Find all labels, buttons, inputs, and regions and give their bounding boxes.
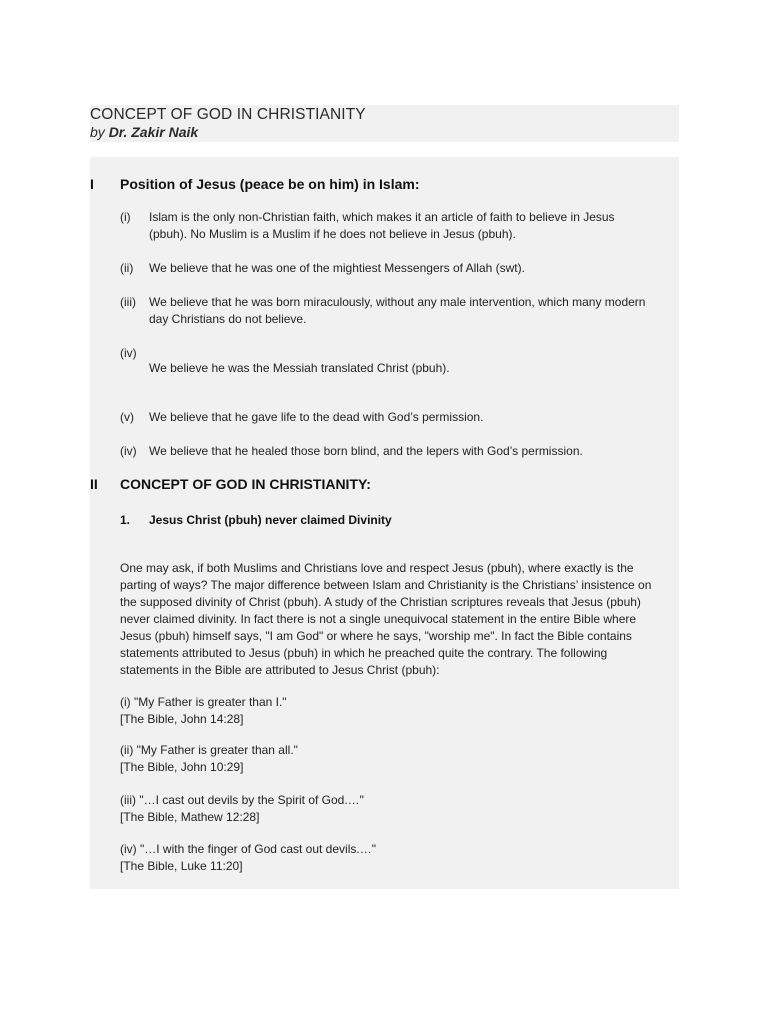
list-item-line: We believe that he was born miraculously, without any male intervention, which many modern: [149, 295, 646, 309]
section-2-title: CONCEPT OF GOD IN CHRISTIANITY:: [120, 476, 371, 492]
list-item-text: [149, 360, 450, 377]
quote-text: (i) "My Father is greater than I.": [120, 695, 287, 709]
paragraph-line: parting of ways? The major difference between Islam and Christianity is the Christians’ insistence on: [120, 578, 652, 592]
body-paragraph: [120, 560, 680, 679]
list-item-text: [149, 260, 525, 277]
title-block: [90, 105, 679, 142]
paragraph-line: never claimed divinity. In fact there is not a single unequivocal statement in the entire Bible where: [120, 612, 637, 626]
list-item-text: [149, 209, 615, 243]
quote-text: (iv) "…I with the finger of God cast out devils.…": [120, 842, 376, 856]
quote-reference: [The Bible, John 14:28]: [120, 712, 244, 726]
list-item-text: [149, 443, 583, 460]
section-1-title: Position of Jesus (peace be on him) in Islam:: [120, 176, 420, 192]
quote-reference: [The Bible, John 10:29]: [120, 760, 244, 774]
list-item-number: (ii): [120, 261, 134, 275]
list-item-line: day Christians do not believe.: [149, 312, 307, 326]
list-item-text: [149, 409, 483, 426]
document-title: CONCEPT OF GOD IN CHRISTIANITY: [90, 106, 366, 123]
section-1-number: I: [90, 176, 94, 192]
list-item-number: (iii): [120, 295, 136, 309]
paragraph-line: Jesus (pbuh) himself says, "I am God" or where he says, "worship me". In fact the Bible contains: [120, 629, 632, 643]
list-item-line: We believe that he gave life to the dead with God’s permission.: [149, 410, 484, 424]
list-item-line: We believe he was the Messiah translated Christ (pbuh).: [149, 361, 450, 375]
quote-reference: [The Bible, Mathew 12:28]: [120, 810, 260, 824]
bible-quote: [120, 742, 298, 776]
author-name: Dr. Zakir Naik: [108, 124, 199, 140]
quote-text: (ii) "My Father is greater than all.": [120, 743, 298, 757]
list-item-number: (iv): [120, 346, 137, 360]
quote-reference: [The Bible, Luke 11:20]: [120, 859, 243, 873]
paragraph-line: statements attributed to Jesus (pbuh) in which he preached quite the contrary. The following: [120, 646, 608, 660]
list-item-line: Islam is the only non-Christian faith, which makes it an article of faith to believe in Jesus: [149, 210, 615, 224]
bible-quote: [120, 792, 364, 826]
paragraph-line: the supposed divinity of Christ (pbuh). A study of the Christian scriptures reveals that Jesus (pbuh): [120, 595, 641, 609]
list-item-line: (pbuh). No Muslim is a Muslim if he does not believe in Jesus (pbuh).: [149, 227, 516, 241]
list-item-text: [149, 294, 645, 328]
subsection-title: Jesus Christ (pbuh) never claimed Divinity: [149, 513, 392, 527]
bible-quote: [120, 841, 376, 875]
subsection-number: 1.: [120, 513, 131, 527]
byline-prefix: by: [90, 124, 109, 140]
list-item-line: We believe that he was one of the mightiest Messengers of Allah (swt).: [149, 261, 525, 275]
list-item-number: (i): [120, 210, 131, 224]
bible-quote: [120, 694, 287, 728]
byline: [90, 124, 198, 140]
list-item-number: (iv): [120, 444, 137, 458]
list-item-number: (v): [120, 410, 134, 424]
section-2-number: II: [90, 476, 98, 492]
paragraph-line: One may ask, if both Muslims and Christians love and respect Jesus (pbuh), where exactly is the: [120, 561, 634, 575]
document-body: [90, 157, 679, 889]
list-item-line: We believe that he healed those born blind, and the lepers with God’s permission.: [149, 444, 583, 458]
paragraph-line: statements in the Bible are attributed to Jesus Christ (pbuh):: [120, 663, 440, 677]
quote-text: (iii) "…I cast out devils by the Spirit of God.…": [120, 793, 364, 807]
